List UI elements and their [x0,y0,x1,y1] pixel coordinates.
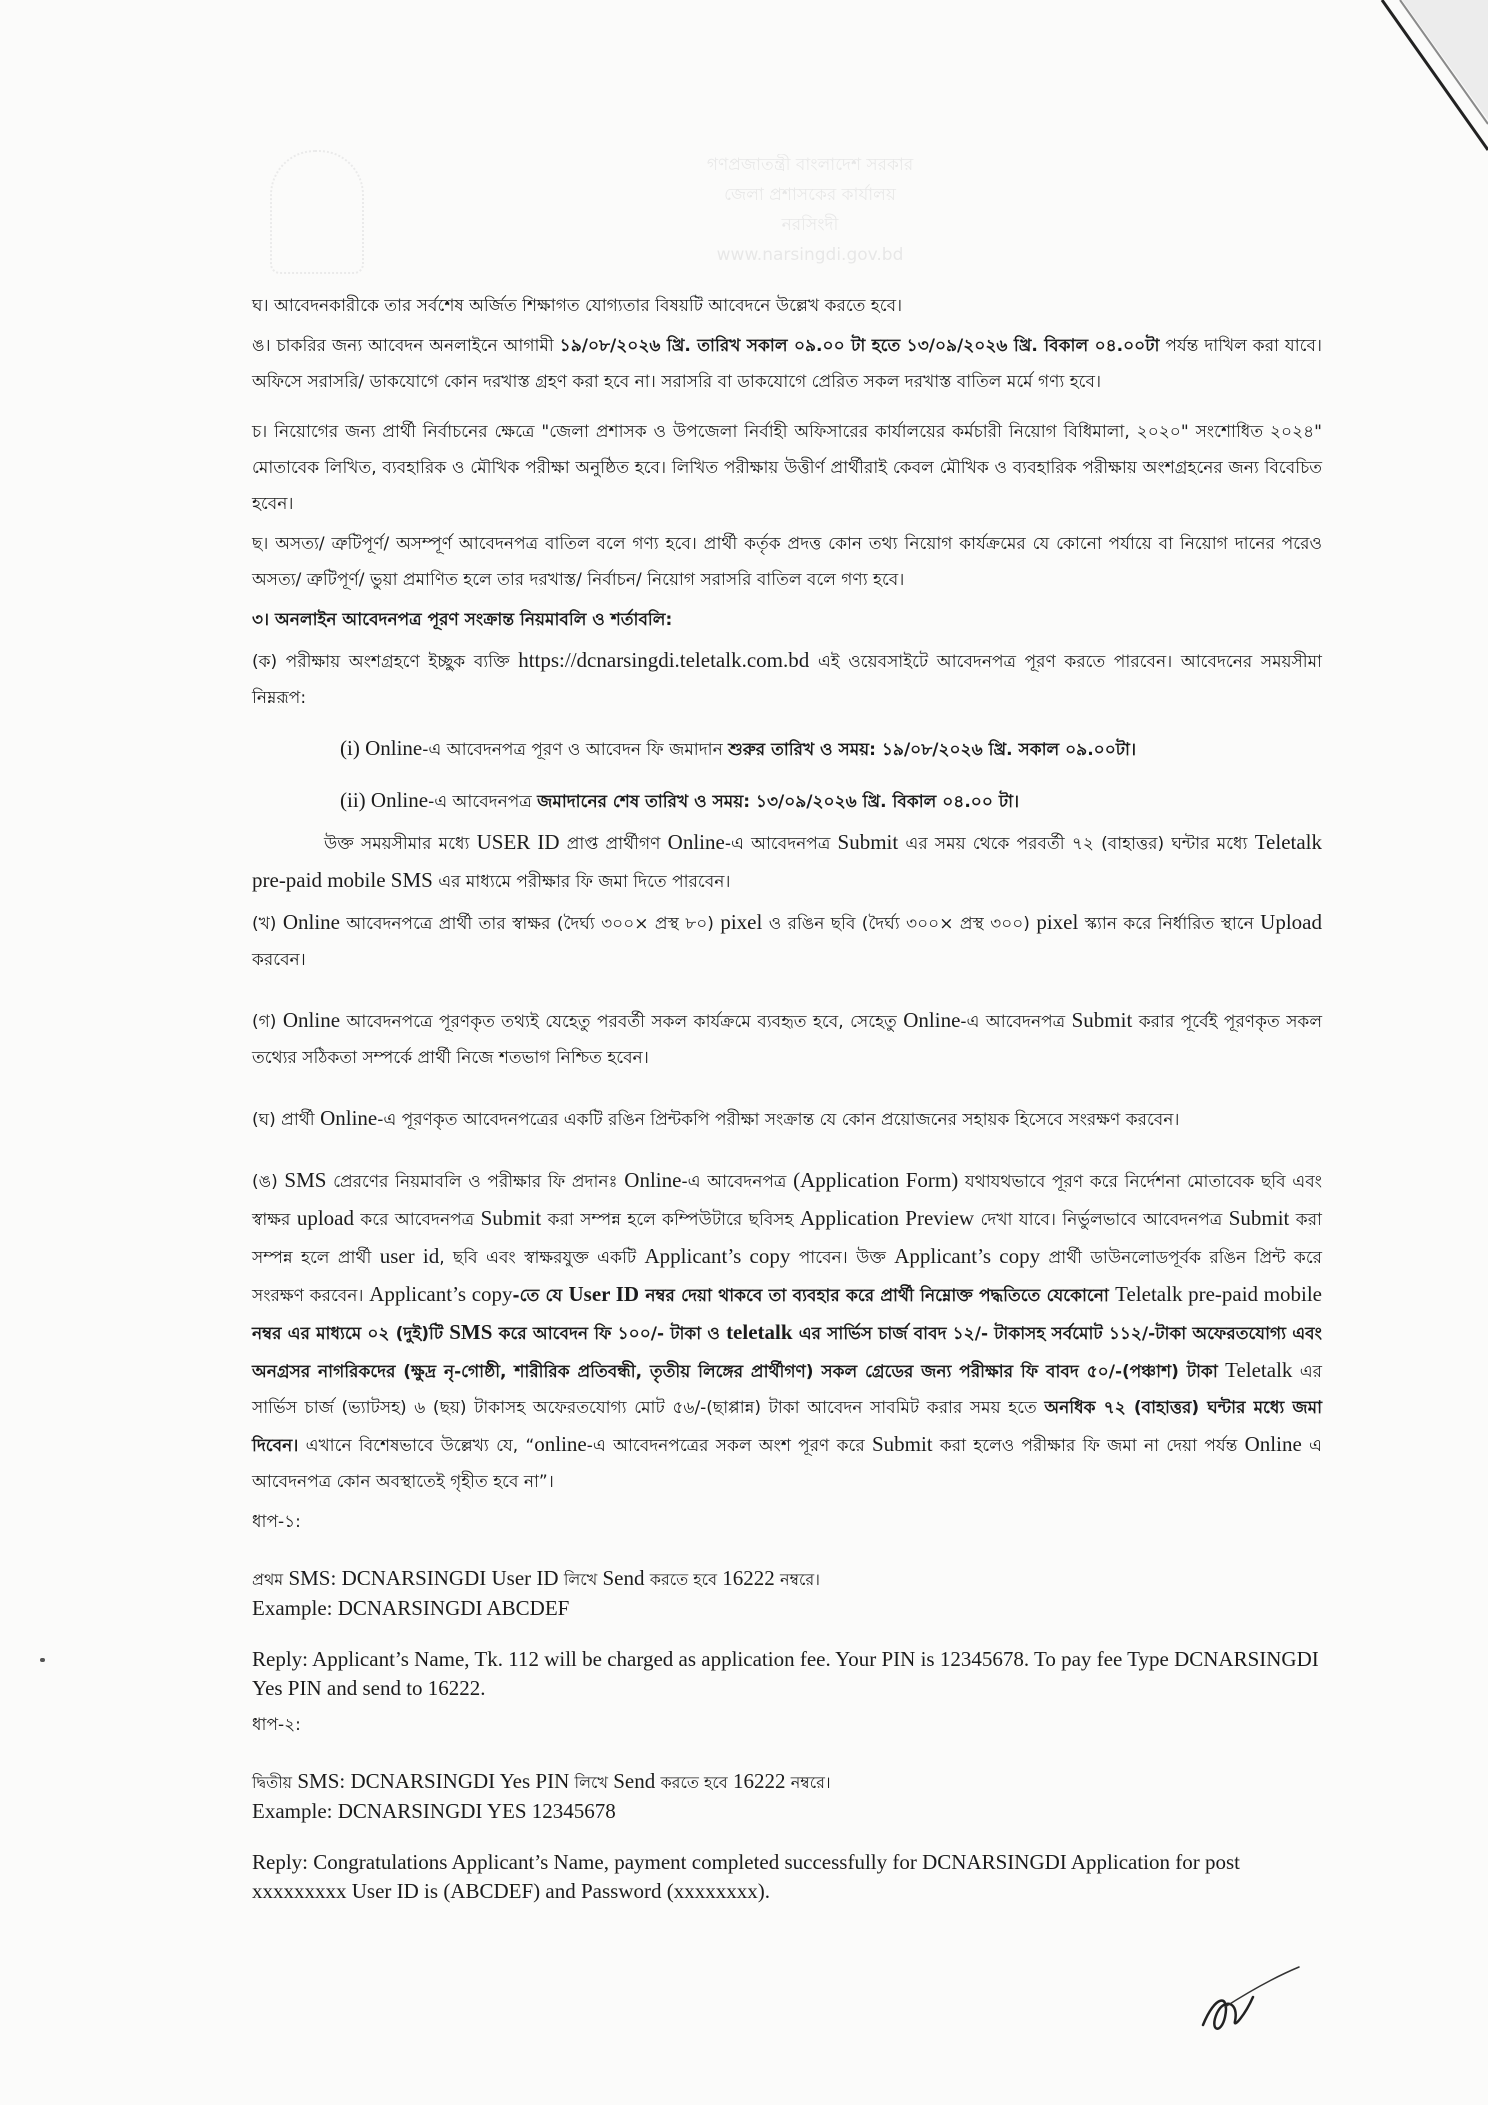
step-2-example: Example: DCNARSINGDI YES 12345678 [252,1799,616,1823]
end-date-line [252,782,1322,820]
step-1-example: Example: DCNARSINGDI ABCDEF [252,1596,570,1620]
teletalk-term: Teletalk [1225,1358,1293,1382]
online-term: online [534,1432,587,1456]
submit-term: Submit [1071,1008,1133,1032]
clause-kha-text: (খ) [252,914,283,934]
user-id-term: User ID [568,1282,640,1306]
clause-umo-text-end: পর্যন্ত দাখিল করা যাবে। অফিসে সরাসরি/ ডাকযোগে কোন দরখাস্ত গ্রহণ করা হবে না। সরাসরি বা ডাকযোগে প্রেরিত সকল দরখাস্ত বাতিল মর্মে গণ্য হবে। [252,336,1323,392]
fee-window-paragraph [252,824,1322,900]
user-id-term: USER ID [476,830,560,854]
clause-ka [252,642,1322,716]
clause-gha-print-text-end: -এ পূরণকৃত আবেদনপত্রের একটি রঙিন প্রিন্টকপি পরীক্ষা সংক্রান্ত যে কোন প্রয়োজনের সহায়ক হিসেবে সংরক্ষণ করবেন। [377,1110,1180,1130]
clause-kha-text: স্ক্যান করে নির্ধারিত স্থানে [1078,914,1261,934]
sms-ordinal: প্রথম [252,1570,284,1589]
application-window-dates: ১৯/০৮/২০২৬ খ্রি. তারিখ সকাল ০৯.০০ টা হতে ১৩/০৯/২০২৬ খ্রি. বিকাল ০৪.০০টা [559,336,1160,356]
online-term: Online [667,830,725,854]
applicant-copy-term: Applicant’s copy [369,1282,513,1306]
fee-window-text: উক্ত সময়সীমার মধ্যে [324,834,477,854]
application-form-term: (Application Form) [793,1168,959,1192]
sms-rules-text: দেখা যাবে। নির্ভুলভাবে আবেদনপত্র [974,1210,1229,1230]
application-website-link[interactable]: https://dcnarsingdi.teletalk.com.bd [518,648,810,672]
faded-seal-mark [270,150,364,274]
step-2-reply: Reply: Congratulations Applicant’s Name, payment completed successfully for DCNARSINGDI Application for post xxxxxxxxx User ID is (ABCDEF) and Password (xxxxxxxx). [252,1850,1241,1903]
item-number: (i) [340,736,366,760]
clause-kha [252,904,1322,978]
page-corner-fold [1368,0,1488,160]
sms-rules-text-end: এ আবেদনপত্র কোন অবস্থাতেই গৃহীত হবে না”। [252,1436,1322,1492]
submit-term: Submit [837,830,899,854]
clause-gha: ঘ। আবেদনকারীকে তার সর্বশেষ অর্জিত শিক্ষাগত যোগ্যতার বিষয়টি আবেদনে উল্লেখ করতে হবে। [252,296,903,316]
clause-gha-print-text: (ঘ) প্রার্থী [252,1110,321,1130]
teletalk-term: Teletalk pre-paid mobile [1115,1282,1322,1306]
upload-term: upload [296,1206,354,1230]
online-term: Online [370,788,429,812]
sms-rules-text: এর সার্ভিস চার্জ (ভ্যাটসহ) ৬ (ছয়) টাকাসহ অফেরতযোগ্য মোট ৫৬/-(ছাপ্পান্ন) টাকা আবেদন সাবমিট করার সময় হতে [252,1362,1323,1418]
clause-ga [252,1002,1322,1076]
handwritten-initial-signature [1195,1955,1305,2045]
sms-term: SMS [449,1320,493,1344]
end-date-text: -এ আবেদনপত্র [428,792,538,812]
sms-number: 16222 [717,1566,781,1590]
faded-letterhead-line: গণপ্রজাতন্ত্রী বাংলাদেশ সরকার [706,155,914,175]
clause-kha-text: ও রঙিন ছবি (দৈর্ঘ্য ৩০০× প্রস্থ ৩০০) [762,914,1037,934]
sms-rules-text [1218,1362,1225,1382]
teletalk-term: teletalk [726,1320,793,1344]
fee-window-text: এর সময় থেকে পরবর্তী ৭২ (বাহাত্তর) ঘন্টার মধ্যে [898,834,1255,854]
clause-cha: চ। নিয়োগের জন্য প্রার্থী নির্বাচনের ক্ষেত্রে "জেলা প্রশাসক ও উপজেলা নির্বাহী অফিসারের কার্যালয়ের কর্মচারী নিয়োগ বিধিমালা, ২০২০" সংশোধিত ২০২৪" মোতাবেক লিখিত, ব্যবহারিক ও মৌখিক পরীক্ষা অনুষ্ঠিত হবে। লিখিত পরীক্ষায় উত্তীর্ণ প্রার্থীরাই কেবল মৌখিক ও ব্যবহারিক পরীক্ষায় অংশগ্রহনের জন্য বিবেচিত হবেন। [252,422,1322,514]
faded-letterhead-line: জেলা প্রশাসকের কার্যালয় [724,185,896,205]
start-date-value: শুরুর তারিখ ও সময়: ১৯/০৮/২০২৬ খ্রি. সকাল ০৯.০০টা। [728,740,1137,760]
sms-instruction-word: করতে হবে [649,1570,718,1589]
submit-term: Submit [480,1206,542,1230]
sms-rules-text: এখানে বিশেষভাবে উল্লেখ্য যে, “ [298,1436,535,1456]
fee-instruction-bold: নম্বর দেয়া থাকবে তা ব্যবহার করে প্রার্থী নিম্নোক্ত পদ্ধতিতে যেকোনো [639,1286,1116,1306]
end-date-value: জমাদানের শেষ তারিখ ও সময়: ১৩/০৯/২০২৬ খ্রি. বিকাল ০৪.০০ টা। [537,792,1020,812]
online-term: Online [1244,1432,1302,1456]
sms-rules-paragraph [252,1162,1322,1500]
sms-send-term: Send [597,1566,650,1590]
fee-instruction-bold: করে আবেদন ফি ১০০/- টাকা ও [492,1324,727,1344]
clause-ka-text-end: এই ওয়েবসাইটে আবেদনপত্র পূরণ করতে পারবেন। আবেদনের সময়সীমা নিম্নরূপ: [252,652,1322,708]
step-1-block [252,1564,1322,1703]
sms-rules-text: করে আবেদনপত্র [353,1210,481,1230]
section-3-heading: ৩। অনলাইন আবেদনপত্র পূরণ সংক্রান্ত নিয়মাবলি ও শর্তাবলি: [252,610,673,630]
step-2-sms-instruction [252,1767,1322,1797]
sms-rules-text: -এ আবেদনপত্র [681,1172,794,1192]
clause-umo-text: ঙ। চাকরির জন্য আবেদন অনলাইনে আগামী [252,336,560,356]
sms-instruction-word: লিখে [574,1773,608,1792]
sms-ordinal: দ্বিতীয় [252,1773,293,1792]
online-term: Online [320,1106,378,1130]
application-preview-term: Application Preview [799,1206,975,1230]
step-1-label: ধাপ-১: [252,1512,301,1532]
sms-rules-text: করা সম্পন্ন হলে কম্পিউটারে ছবিসহ [541,1210,800,1230]
scan-speck [40,1658,45,1662]
faded-letterhead-line: নরসিংদী [781,215,839,235]
online-term: Online [903,1008,961,1032]
start-date-line [252,730,1322,768]
sms-number: 16222 [727,1769,791,1793]
online-term: Online [365,736,423,760]
pixel-term: pixel [1036,910,1079,934]
deadline-72-hours: অনধিক ৭২ (বাহাত্তর) ঘন্টার মধ্যে জমা দিবেন। [252,1398,1322,1456]
applicant-copy-term: Applicant’s copy [894,1244,1041,1268]
fee-window-text: প্রাপ্ত প্রার্থীগণ [559,834,668,854]
submit-term: Submit [1228,1206,1290,1230]
pixel-term: pixel [720,910,763,934]
fee-window-text-end: এর মাধ্যমে পরীক্ষার ফি জমা দিতে পারবেন। [432,872,731,892]
sms-instruction-word: করতে হবে [660,1773,728,1792]
fee-instruction-bold: -তে যে [512,1286,569,1306]
sms-command: SMS: DCNARSINGDI User ID [283,1566,564,1590]
online-term: Online [282,1008,341,1032]
step-2-label: ধাপ-২: [252,1715,301,1735]
clause-ga-text: -এ আবেদনপত্র [960,1012,1072,1032]
clause-ka-text: (ক) পরীক্ষায় অংশগ্রহণে ইচ্ছুক ব্যক্তি [252,652,519,672]
clause-ga-text: (গ) [252,1012,283,1032]
fee-instruction-bold: এর সার্ভিস চার্জ বাবদ ১২/- টাকাসহ সর্বমোট ১১২/-টাকা অফেরতযোগ্য এবং অনগ্রসর নাগরিকদের (ক্ষুদ্র নৃ-গোষ্ঠী, শারীরিক প্রতিবন্ধী, তৃতীয় লিঙ্গের প্রার্থীগণ) সকল গ্রেডের জন্য পরীক্ষার ফি বাবদ ৫০/-(পঞ্চাশ) টাকা [252,1324,1322,1382]
clause-umo [252,328,1322,400]
sms-rules-text: , ছবি এবং স্বাক্ষরযুক্ত একটি [439,1248,645,1268]
step-1-reply: Reply: Applicant’s Name, Tk. 112 will be charged as application fee. Your PIN is 12345678. To pay fee Type DCNARSINGDI Yes PIN and send to 16222. [252,1647,1319,1700]
faded-letterhead [600,150,1020,270]
sms-rules-text: যথাযথভাবে পূরণ করে নির্দেশনা মোতাবেক ছবি এবং স্বাক্ষর [252,1172,1322,1230]
teletalk-term: Teletalk pre-paid mobile SMS [252,830,1323,892]
step-2-block [252,1767,1322,1906]
fee-window-text: -এ আবেদনপত্র [724,834,838,854]
sms-rules-text: পাবেন। উক্ত [790,1248,895,1268]
sms-rules-text: প্রেরণের নিয়মাবলি ও পরীক্ষার ফি প্রদানঃ [326,1172,625,1192]
sms-rules-text: করা হলেও পরীক্ষার ফি জমা না দেয়া পর্যন্ত [932,1436,1245,1456]
clause-ga-text: আবেদনপত্রে পূরণকৃত তথ্যই যেহেতু পরবর্তী সকল কার্যক্রমে ব্যবহৃত হবে, সেহেতু [340,1012,904,1032]
sms-instruction-word: লিখে [563,1570,598,1589]
start-date-text: -এ আবেদনপত্র পূরণ ও আবেদন ফি জমাদান [422,740,729,760]
clause-gha-print [252,1100,1322,1138]
sms-term: SMS [284,1168,327,1192]
sms-rules-text: (ঙ) [252,1172,285,1192]
step-1-sms-instruction [252,1564,1322,1594]
online-term: Online [624,1168,682,1192]
clause-kha-text: আবেদনপত্রে প্রার্থী তার স্বাক্ষর (দৈর্ঘ্য ৩০০× প্রস্থ ৮০) [339,914,721,934]
sms-instruction-word: নম্বরে। [780,1570,820,1589]
online-term: Online [282,910,340,934]
sms-rules-text: করা সম্পন্ন হলে প্রার্থী [252,1210,1322,1268]
upload-term: Upload [1260,910,1322,934]
sms-rules-text: -এ আবেদনপত্রের সকল অংশ পূরণ করে [586,1436,872,1456]
sms-rules-text: প্রার্থী ডাউনলোডপূর্বক রঙিন প্রিন্ট করে সংরক্ষণ করবেন। [252,1248,1323,1306]
clause-kha-text-end: করবেন। [252,950,306,970]
sms-send-term: Send [607,1769,661,1793]
item-number: (ii) [340,788,371,812]
clause-chha: ছ। অসত্য/ ত্রুটিপূর্ণ/ অসম্পূর্ণ আবেদনপত্র বাতিল বলে গণ্য হবে। প্রার্থী কর্তৃক প্রদত্ত কোন তথ্য নিয়োগ কার্যক্রমের যে কোনো পর্যায়ে বা নিয়োগ দানের পরেও অসত্য/ ত্রুটিপূর্ণ/ ভুয়া প্রমাণিত হলে তার দরখাস্ত/ নির্বাচন/ নিয়োগ সরাসরি বাতিল বলে গণ্য হবে। [252,534,1322,590]
faded-letterhead-line: www.narsingdi.gov.bd [716,245,904,265]
sms-instruction-word: নম্বরে। [790,1773,831,1792]
submit-term: Submit [871,1432,933,1456]
applicant-copy-term: Applicant’s copy [644,1244,791,1268]
fee-instruction-bold: নম্বর এর মাধ্যমে ০২ (দুই)টি [252,1324,450,1344]
clause-ga-text-end: করার পূর্বেই পূরণকৃত সকল তথ্যের সঠিকতা সম্পর্কে প্রার্থী নিজে শতভাগ নিশ্চিত হবেন। [252,1012,1322,1068]
sms-command: SMS: DCNARSINGDI Yes PIN [292,1769,575,1793]
document-page [252,288,1322,1906]
user-id-term: user id [379,1244,440,1268]
